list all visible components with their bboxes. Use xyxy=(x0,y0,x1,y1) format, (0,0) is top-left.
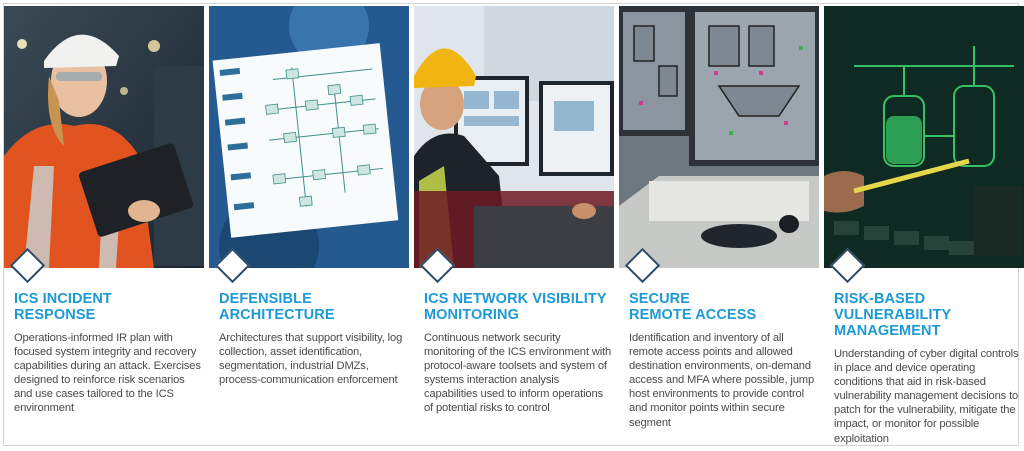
control-room-console-photo xyxy=(619,6,819,268)
card-secure-remote-access xyxy=(619,6,819,444)
card-ics-network-visibility-monitoring xyxy=(414,6,614,444)
network-architecture-diagram-photo xyxy=(209,6,409,268)
operator-at-monitors-photo xyxy=(414,6,614,268)
hmi-screen-with-pen-photo xyxy=(824,6,1024,268)
card-title: DEFENSIBLE ARCHITECTURE xyxy=(219,291,335,323)
card-title: ICS NETWORK VISIBILITY MONITORING xyxy=(424,291,607,323)
card-defensible-architecture xyxy=(209,6,409,444)
card-description: Understanding of cyber digital controls in place and device operating conditions that aid in risk-based vulnerability management decisions to patch for the vulnerability, mitigate the impact, or monitor for possible exploitation xyxy=(834,348,1019,445)
card-title: SECURE REMOTE ACCESS xyxy=(629,291,757,323)
card-ics-incident-response xyxy=(4,6,204,444)
card-description: Identification and inventory of all remote access points and allowed destination environments, on-demand access and MFA where possible, jump host environments to provide control and monitor points within secure segment xyxy=(629,332,815,429)
card-description: Continuous network security monitoring of the ICS environment with protocol-aware toolsets and system of systems interaction analysis capabilities used to inform operations of potential risks to control xyxy=(424,332,612,415)
card-title: RISK-BASED VULNERABILITY MANAGEMENT xyxy=(834,291,952,339)
card-title: ICS INCIDENT RESPONSE xyxy=(14,291,112,323)
worker-with-tablet-photo xyxy=(4,6,204,268)
card-risk-based-vulnerability-management xyxy=(824,6,1024,444)
card-description: Architectures that support visibility, log collection, asset identification, segmentation, industrial DMZs, process-communication enforcement xyxy=(219,332,403,387)
card-description: Operations-informed IR plan with focused system integrity and recovery capabilities during an attack. Exercises designed to reinforce risk scenarios and use cases tailored to the ICS environment xyxy=(14,332,201,415)
